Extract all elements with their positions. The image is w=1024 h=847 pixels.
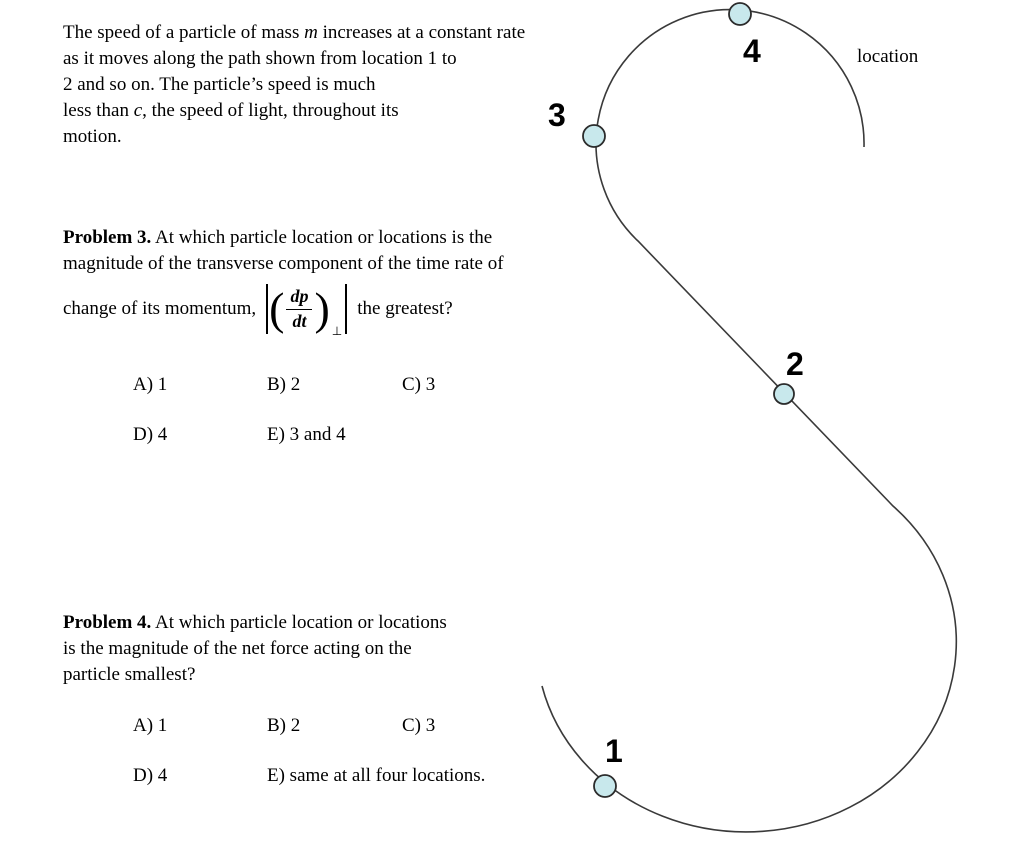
problem-4-label: Problem 4.: [63, 612, 152, 633]
problem-3-choice-c: C) 3: [402, 374, 436, 395]
problem-3-choice-a: A) 1: [133, 374, 168, 395]
problem-4-choice-b: B) 2: [267, 715, 301, 736]
problem-3-label: Problem 3.: [63, 227, 152, 248]
problem-4-choice-a: A) 1: [133, 715, 168, 736]
intro-line: motion.: [63, 126, 122, 147]
close-paren: ): [314, 283, 330, 334]
mass-variable: m: [304, 22, 318, 43]
label-location-3: 3: [548, 97, 566, 133]
intro-text: The speed of a particle of mass: [63, 22, 305, 43]
problem-3-choice-b: B) 2: [267, 374, 301, 395]
intro-line: as it moves along the path shown from location 1 to: [63, 48, 457, 69]
problem-4-choice-e: E) same at all four locations.: [267, 765, 486, 786]
problem-3-line: magnitude of the transverse component of the time rate of: [63, 253, 504, 274]
problem-4-line: particle smallest?: [63, 664, 196, 685]
open-paren: (: [269, 283, 285, 334]
label-location-1: 1: [605, 733, 623, 769]
problem-3-choice-e: E) 3 and 4: [267, 424, 346, 445]
problem-3-text: At which particle location or locations is the: [151, 227, 493, 248]
problem-4-choice-d: D) 4: [133, 765, 168, 786]
fraction-denominator: dt: [292, 310, 307, 331]
perpendicular-subscript: ⊥: [331, 324, 343, 338]
lightspeed-variable: c: [133, 100, 143, 121]
intro-text: less than: [63, 100, 134, 121]
marker-location-4: [729, 3, 751, 25]
fraction-numerator: dp: [286, 287, 312, 310]
problem-3-text: change of its momentum,: [63, 298, 257, 319]
marker-location-2: [774, 384, 794, 404]
intro-text: increases at a constant rate: [317, 22, 526, 43]
problem-3-text: the greatest?: [357, 298, 453, 319]
intro-line: 2 and so on. The particle’s speed is much: [63, 74, 376, 95]
marker-location-1: [594, 775, 616, 797]
problem-4-line: is the magnitude of the net force acting on the: [63, 638, 412, 659]
problem-4-text: At which particle location or locations: [151, 612, 447, 633]
problem-3-choice-d: D) 4: [133, 424, 168, 445]
label-location-4: 4: [743, 33, 761, 69]
intro-text: , the speed of light, throughout its: [142, 100, 399, 121]
problem-4-choice-c: C) 3: [402, 715, 436, 736]
marker-location-3: [583, 125, 605, 147]
location-caption: location: [857, 46, 919, 67]
label-location-2: 2: [786, 346, 804, 382]
